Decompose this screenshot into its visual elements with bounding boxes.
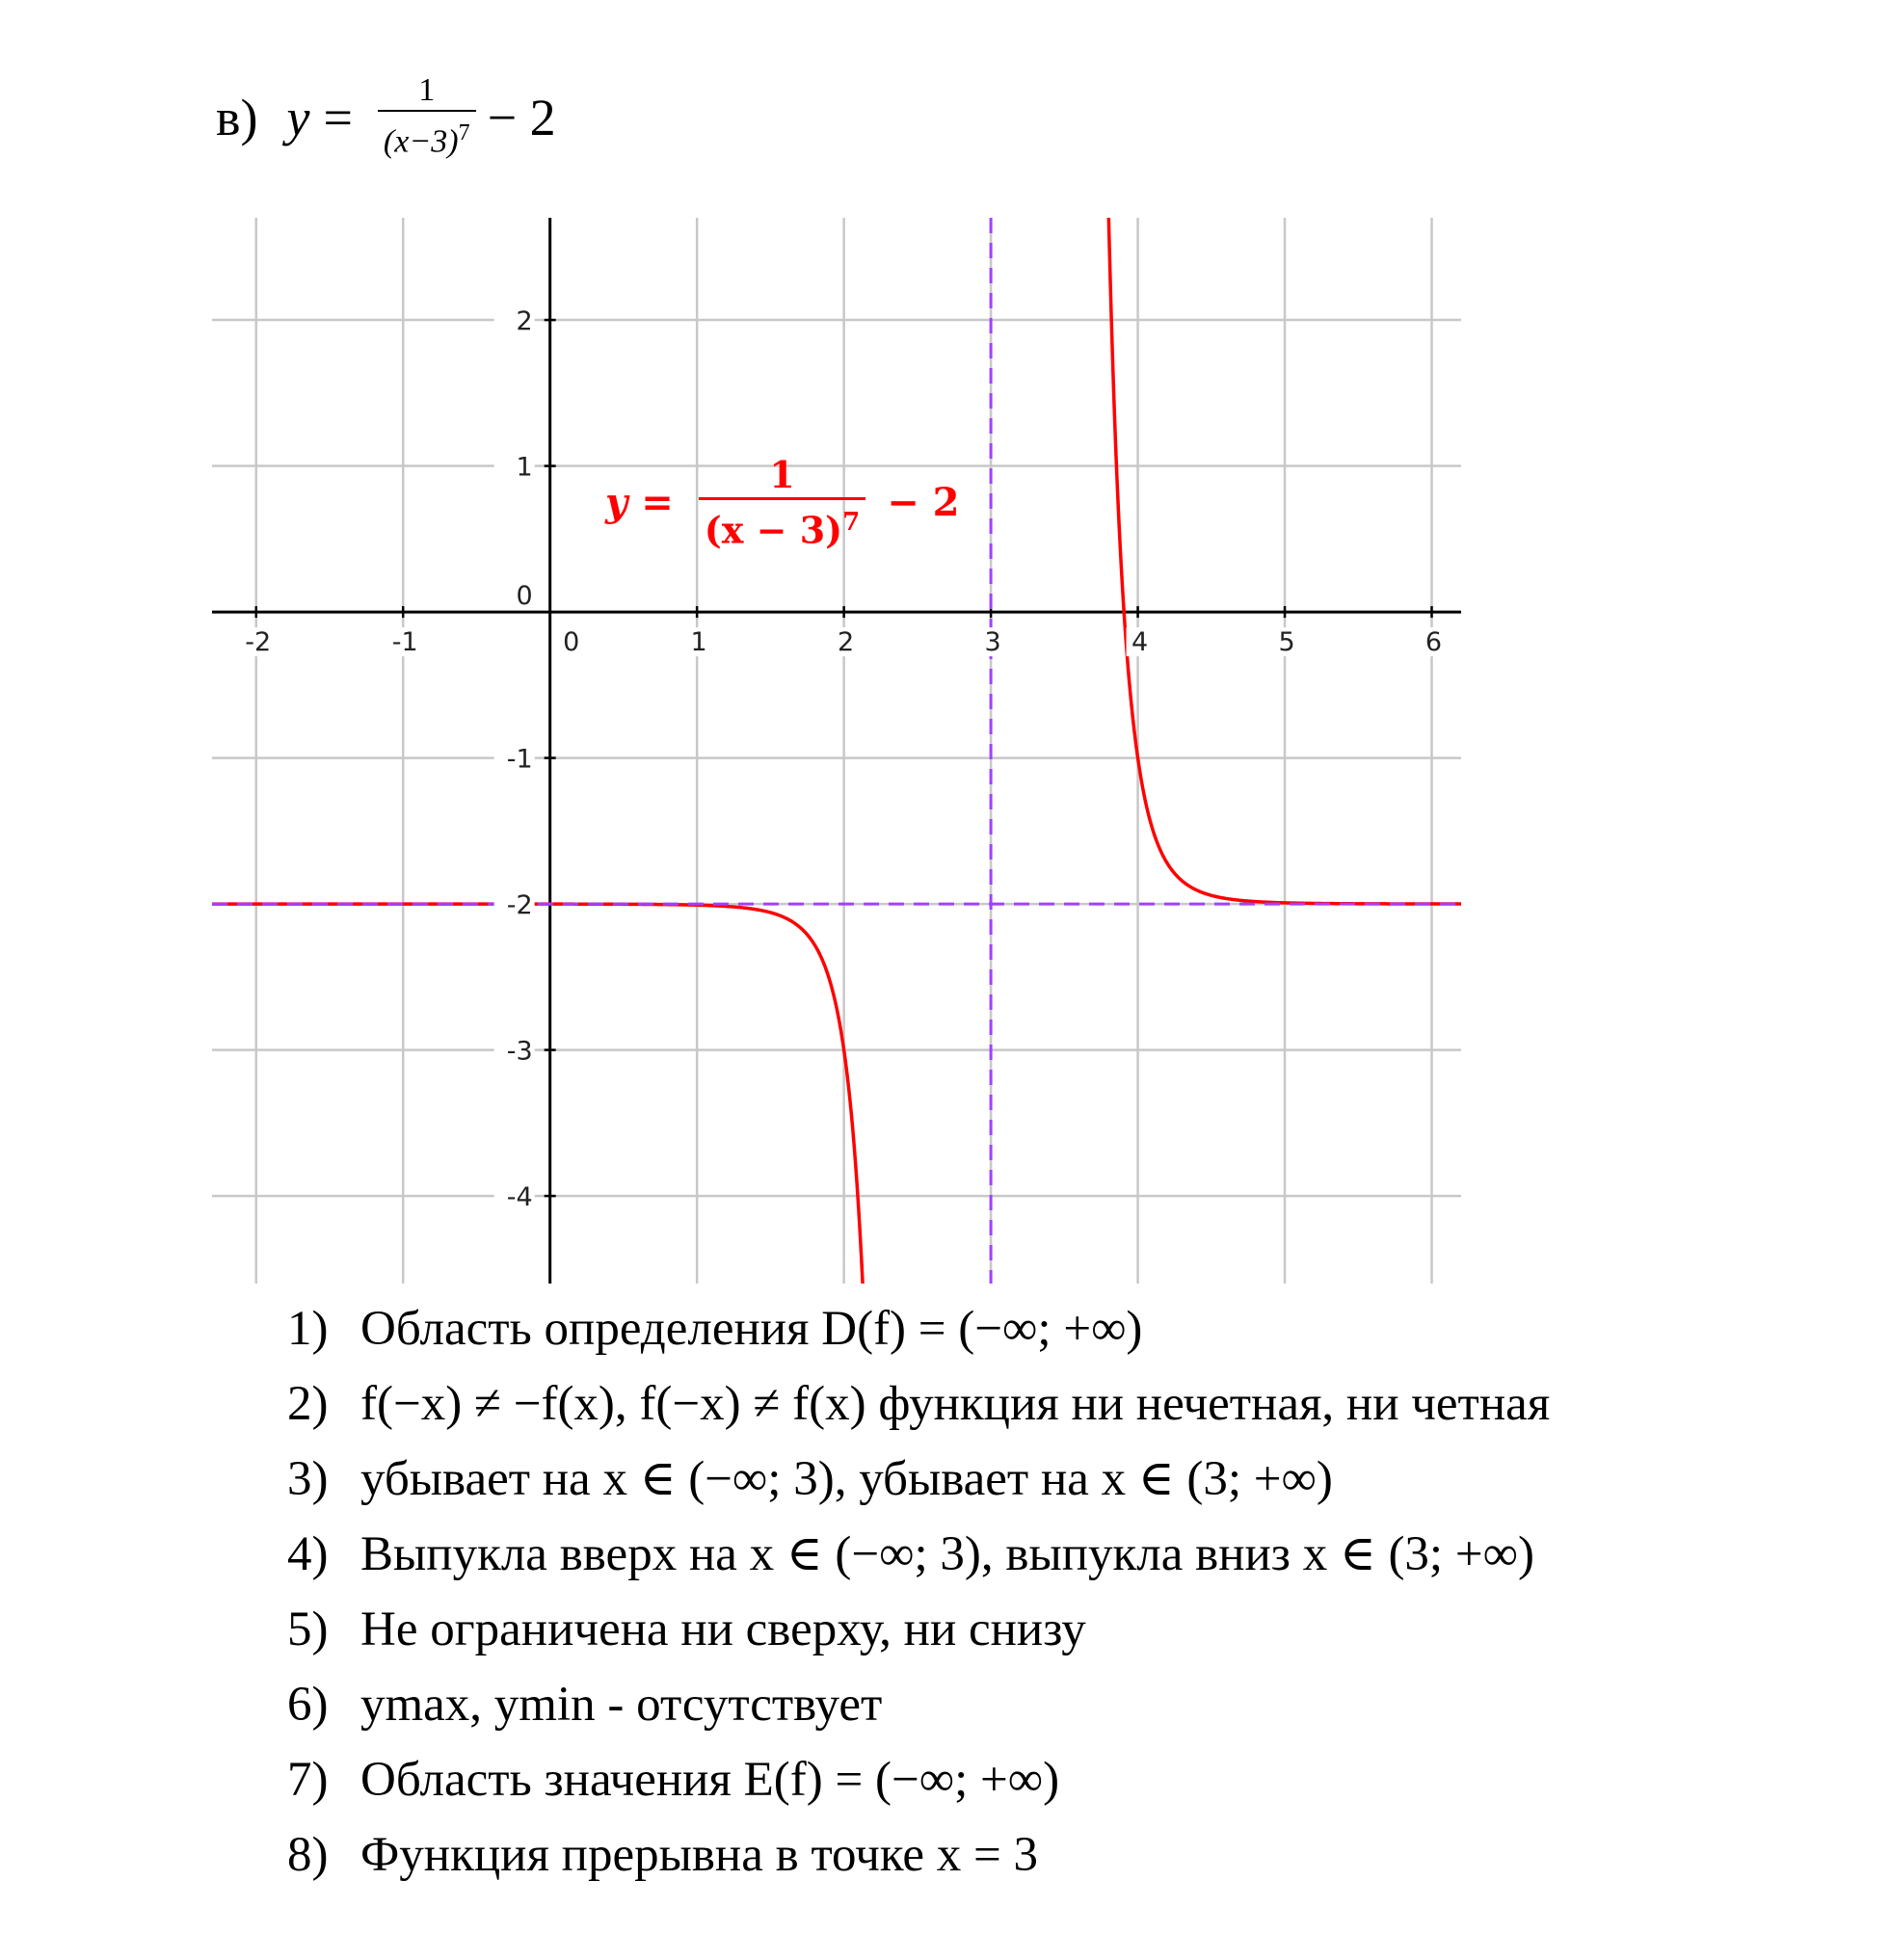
item-text: Функция прерывна в точке x = 3	[360, 1828, 1039, 1882]
x-tick-label: 4	[1131, 627, 1149, 658]
plot-label-den-exp: 7	[842, 508, 861, 537]
plot-label-y: y	[605, 480, 628, 526]
item-number: 6)	[287, 1678, 329, 1732]
plot-label-den-base: (x − 3)	[704, 508, 843, 552]
list-item	[287, 1742, 1829, 1817]
plot-label-tail: − 2	[887, 480, 960, 526]
item-number: 1)	[287, 1302, 329, 1356]
den-base: (x−3)	[383, 123, 459, 160]
y-tick-label: -4	[506, 1182, 533, 1213]
function-graph	[212, 218, 1461, 1284]
properties-list	[287, 1291, 1829, 1893]
plot-formula-label	[605, 453, 960, 553]
formula-y: y	[286, 89, 310, 146]
list-item	[287, 1517, 1829, 1592]
fraction-numerator: 1	[418, 72, 436, 109]
formula-tail: − 2	[487, 89, 556, 146]
item-number: 8)	[287, 1828, 329, 1882]
item-text: f(−x) ≠ −f(x), f(−x) ≠ f(x) функция ни нечетная, ни четная	[360, 1377, 1551, 1431]
x-tick-label: -1	[391, 627, 418, 658]
plot-label-numerator: 1	[769, 453, 795, 496]
y-tick-label: -2	[506, 890, 533, 921]
x-tick-label: -2	[245, 627, 272, 658]
x-tick-label: 2	[838, 627, 855, 658]
item-number: 5)	[287, 1602, 329, 1656]
y-tick-label: -1	[506, 744, 533, 775]
x-tick-label: 0	[563, 627, 580, 658]
item-label: в)	[216, 89, 258, 146]
x-tick-label: 1	[690, 627, 707, 658]
grid	[212, 218, 1461, 1284]
item-number: 4)	[287, 1527, 329, 1581]
function-curves	[212, 218, 1461, 1284]
curve-left-branch	[212, 904, 910, 1284]
den-exponent: 7	[458, 120, 470, 146]
y-tick-label: 1	[516, 452, 533, 483]
item-text: Область определения D(f) = (−∞; +∞)	[360, 1302, 1143, 1356]
y-tick-label: 2	[516, 306, 533, 337]
plot-label-equals: =	[641, 480, 674, 526]
formula-equals: =	[323, 89, 353, 146]
plot-label-fraction	[699, 453, 865, 553]
item-text: Не ограничена ни сверху, ни снизу	[360, 1602, 1086, 1656]
list-item	[287, 1667, 1829, 1742]
item-text: Область значения E(f) = (−∞; +∞)	[360, 1753, 1060, 1807]
x-tick-label: 3	[984, 627, 1001, 658]
y-tick-label: -3	[506, 1036, 533, 1067]
fraction-denominator	[378, 112, 476, 163]
item-number: 3)	[287, 1452, 329, 1506]
item-number: 2)	[287, 1377, 329, 1431]
item-text: Выпукла вверх на x ∈ (−∞; 3), выпукла вниз x ∈ (3; +∞)	[360, 1527, 1534, 1581]
heading-formula	[216, 60, 556, 175]
formula-fraction	[378, 71, 476, 163]
axes	[212, 218, 1461, 1284]
plot-label-denominator	[699, 500, 865, 553]
item-number: 7)	[287, 1753, 329, 1807]
list-item	[287, 1817, 1829, 1893]
list-item	[287, 1442, 1829, 1517]
x-tick-label: 6	[1424, 627, 1443, 658]
item-text: ymax, ymin - отсутствует	[360, 1678, 883, 1732]
item-text: убывает на x ∈ (−∞; 3), убывает на x ∈ (3; +∞)	[360, 1452, 1333, 1506]
y-tick-label: 0	[516, 581, 533, 612]
list-item	[287, 1592, 1829, 1667]
list-item	[287, 1366, 1829, 1442]
list-item	[287, 1291, 1829, 1366]
x-tick-label: 5	[1278, 627, 1295, 658]
